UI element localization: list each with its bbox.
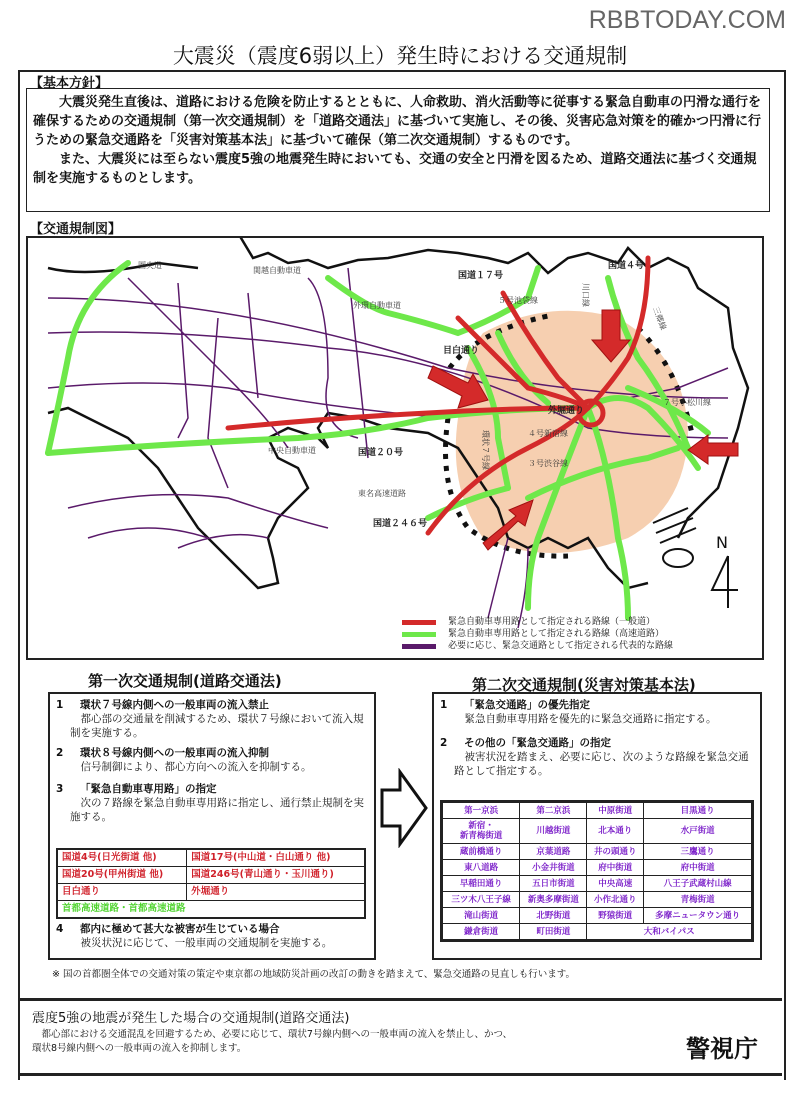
item-number: 1: [440, 699, 448, 711]
route-cell: 東八道路: [442, 860, 520, 876]
first-item-2: [56, 746, 370, 774]
map-label-gaikan: 外環自動車道: [353, 301, 401, 310]
map-label-ikejiri3: ３号渋谷線: [528, 459, 568, 468]
item-heading: その他の「緊急交通路」の指定: [464, 737, 611, 749]
route-cell: 府中街道: [587, 860, 644, 876]
footnote: ※ 国の首都圏全体での交通対策の策定や東京都の地域防災計画の改訂の動きを踏まえて、緊急交通路の見直しも行います。: [52, 969, 576, 980]
route-cell: 目白通り: [57, 884, 187, 901]
basic-policy-label: 【基本方針】: [30, 76, 109, 91]
route-cell: 小作北通り: [587, 892, 644, 908]
map-label-ken-koudou: 圏央道: [138, 261, 162, 270]
route-cell: 国道17号(中山道・白山通り 他): [187, 849, 365, 867]
item-heading: 「緊急交通路」の優先指定: [464, 699, 590, 711]
route-cell: 国道4号(日光街道 他): [57, 849, 187, 867]
route-cell: 三鷹通り: [644, 844, 753, 860]
first-regulation-title: 第一次交通規制(道路交通法): [88, 672, 282, 690]
shindo5-line: 都心部における交通混乱を回避するため、必要に応じて、環状7号線内側への一般車両の流入を禁止し、かつ、: [41, 1029, 513, 1040]
map-label-kawaguchi: 川口線: [581, 283, 590, 307]
map-label-shinjuku4: ４号新宿線: [528, 429, 568, 438]
map-label-kanjo7: 環状７号線: [481, 430, 490, 470]
map-label-misato: 三郷線: [651, 305, 668, 332]
route-cell: 青梅街道: [644, 892, 753, 908]
route-cell: 井の頭通り: [587, 844, 644, 860]
item-number: 3: [56, 783, 64, 795]
item-heading: 環状７号線内側への一般車両の流入禁止: [80, 699, 269, 711]
second-regulation-title: 第二次交通規制(災害対策基本法): [472, 676, 696, 694]
item-body: 信号制御により、都心方向への流入を抑制する。: [80, 761, 312, 773]
route-cell: 鎌倉街道: [442, 924, 520, 941]
shindo5-section: [18, 998, 782, 1076]
route-cell: 国道246号(青山通り・玉川通り): [187, 867, 365, 884]
legend-swatch-green: [402, 632, 436, 637]
legend-item: [402, 640, 673, 652]
map-label-route4: 国道４号: [608, 261, 645, 271]
route-cell: 八王子武蔵村山線: [644, 876, 753, 892]
map-label-route17: 国道１７号: [458, 271, 504, 281]
basic-policy-box: [26, 88, 770, 212]
legend-swatch-purple: [402, 644, 436, 649]
item-body: 緊急自動車専用路を優先的に緊急交通路に指定する。: [464, 713, 717, 725]
map-label-komatsugawa7: ７号小松川線: [663, 398, 711, 407]
shindo5-title: 震度5強の地震が発生した場合の交通規制(道路交通法): [32, 1011, 350, 1026]
route-cell: 新奥多摩街道: [520, 892, 587, 908]
map-label-ikebukuro5: ５号池袋線: [498, 296, 538, 305]
first-item-1: [56, 698, 370, 740]
route-cell: 三ツ木八王子線: [442, 892, 520, 908]
second-item-1: [440, 698, 756, 726]
route-cell: 京葉道路: [520, 844, 587, 860]
route-cell: 北本通り: [587, 819, 644, 844]
first-item-4: [56, 922, 370, 950]
item-number: 2: [56, 747, 64, 759]
first-item-3: [56, 782, 370, 824]
route-cell: 小金井街道: [520, 860, 587, 876]
route-cell: 外堀通り: [187, 884, 365, 901]
route-cell: 水戸街道: [644, 819, 753, 844]
agency-name: 警視庁: [686, 1035, 758, 1063]
route-cell: 五日市街道: [520, 876, 587, 892]
legend-item: [402, 616, 673, 628]
second-item-2: [440, 736, 756, 778]
route-cell: 滝山街道: [442, 908, 520, 924]
route-cell: 第二京浜: [520, 802, 587, 819]
legend-item: [402, 628, 673, 640]
legend-label: 緊急自動車専用路として指定される路線（一般道）: [448, 617, 656, 627]
item-number: 1: [56, 699, 64, 711]
route-cell: 北野街道: [520, 908, 587, 924]
item-body: 都心部の交通量を削減するため、環状７号線において流入規制を実施する。: [70, 713, 364, 739]
legend-label: 緊急自動車専用路として指定される路線（高速道路）: [448, 629, 665, 639]
shindo5-line: 環状8号線内側への一般車両の流入を抑制します。: [32, 1043, 247, 1054]
route-cell: 野猿街道: [587, 908, 644, 924]
legend-label: 必要に応じ、緊急交通路として指定される代表的な路線: [448, 641, 674, 651]
map-label-route246: 国道２４６号: [373, 519, 428, 529]
north-arrow-icon: [712, 556, 738, 608]
route-cell-expressway: 首都高速道路・首都高速道路: [57, 901, 365, 919]
map-label-chuo: 中央自動車道: [268, 446, 316, 455]
route-cell: 目黒通り: [644, 802, 753, 819]
traffic-map: [26, 236, 764, 660]
basic-policy-paragraph: 大震災発生直後は、道路における危険を防止するとともに、人命救助、消火活動等に従事する緊急自動車の円滑な通行を確保するための交通規制（第一次交通規制）を「道路交通法」に基づいて実施し、その後、災害応急対策を的確かつ円滑に行うための緊急交通路を「災害対策基本法」に基づいて確保（第二次交通規制）するものです。: [33, 95, 762, 148]
map-canvas: [28, 238, 762, 658]
map-label: 【交通規制図】: [30, 222, 122, 237]
route-cell: 町田街道: [520, 924, 587, 941]
map-label-mejiro: 目白通り: [443, 346, 480, 356]
page-title: 大震災（震度6弱以上）発生時における交通規制: [172, 44, 628, 68]
map-label-route20: 国道２０号: [358, 448, 404, 458]
route-cell: 国道20号(甲州街道 他): [57, 867, 187, 884]
watermark: RBBTODAY.COM: [588, 6, 786, 34]
item-heading: 都内に極めて甚大な被害が生じている場合: [80, 923, 280, 935]
basic-policy-paragraph: また、大震災には至らない震度5強の地震発生時においても、交通の安全と円滑を図るため、道路交通法に基づく交通規制を実施するものとします。: [33, 152, 757, 186]
route-cell: 早稲田通り: [442, 876, 520, 892]
emergency-route-table: [56, 848, 366, 919]
map-label-sotobori: 外堀通り: [548, 406, 585, 416]
route-cell: 中央高速: [587, 876, 644, 892]
item-heading: 「緊急自動車専用路」の指定: [80, 783, 217, 795]
first-regulation-box: [48, 692, 376, 960]
item-body: 被害状況を踏まえ、必要に応じ、次のような路線を緊急交通路として指定する。: [454, 751, 749, 777]
item-heading: 環状８号線内側への一般車両の流入抑制: [80, 747, 269, 759]
route-cell: 川越街道: [520, 819, 587, 844]
item-number: 2: [440, 737, 448, 749]
map-legend: [402, 616, 673, 652]
emergency-traffic-route-table: [440, 800, 754, 942]
shindo5-body: [32, 1028, 632, 1056]
route-cell: 蔵前橋通り: [442, 844, 520, 860]
legend-swatch-red: [402, 620, 436, 625]
route-cell: 中原街道: [587, 802, 644, 819]
map-label-kanetsu: 関越自動車道: [253, 266, 301, 275]
route-cell: 大和バイパス: [587, 924, 753, 941]
second-regulation-box: [432, 692, 762, 960]
item-number: 4: [56, 923, 64, 935]
route-cell: 第一京浜: [442, 802, 520, 819]
item-body: 被災状況に応じて、一般車両の交通規制を実施する。: [80, 937, 333, 949]
item-body: 次の７路線を緊急自動車専用路に指定し、通行禁止規制を実施する。: [70, 797, 364, 823]
route-cell: 府中街道: [644, 860, 753, 876]
north-label: N: [716, 533, 728, 552]
right-arrow-icon: [378, 768, 430, 848]
route-cell: 多摩ニュータウン通り: [644, 908, 753, 924]
route-cell: 新宿・ 新青梅街道: [442, 819, 520, 844]
map-label-tomei: 東名高速道路: [358, 489, 406, 498]
